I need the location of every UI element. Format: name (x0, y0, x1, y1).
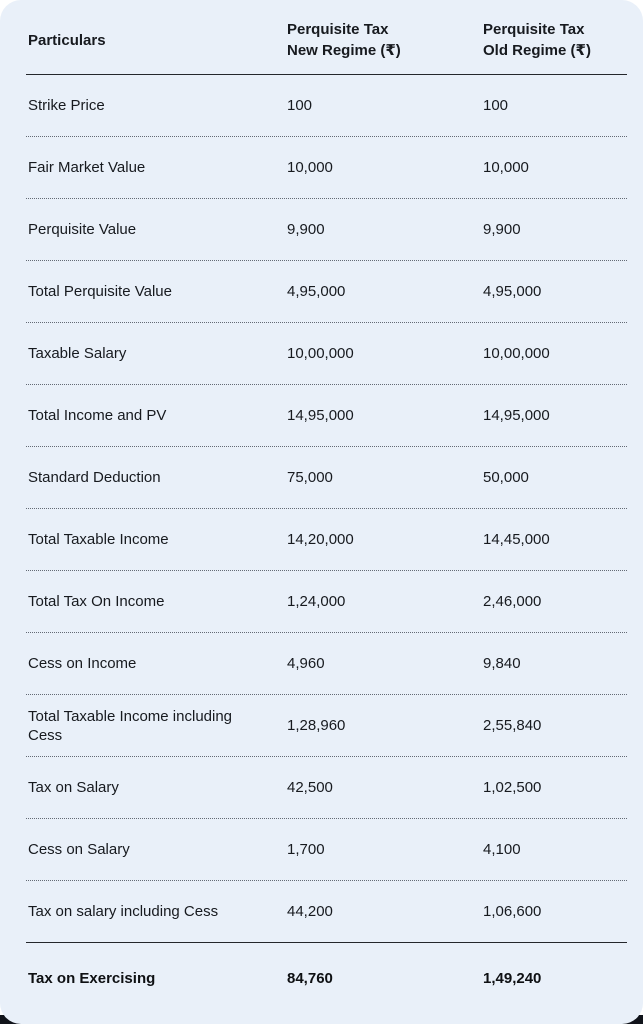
row-value-old-regime: 100 (483, 97, 509, 114)
row-value-new-regime: 4,960 (287, 655, 325, 672)
row-label: Total Tax On Income (28, 593, 165, 610)
header-old-regime-line1: Perquisite Tax (483, 21, 585, 38)
row-label: Tax on Salary (28, 779, 119, 796)
row-label: Perquisite Value (28, 221, 137, 238)
table-row (26, 75, 627, 137)
row-label: Standard Deduction (28, 469, 161, 486)
row-value-old-regime: 9,840 (483, 655, 521, 672)
row-value-old-regime: 1,02,500 (483, 779, 542, 796)
row-value-new-regime: 10,000 (287, 159, 333, 176)
row-value-new-regime: 1,28,960 (287, 717, 346, 734)
row-value-old-regime: 10,000 (483, 159, 529, 176)
row-value-new-regime: 14,95,000 (287, 407, 354, 424)
row-value-old-regime: 2,46,000 (483, 593, 542, 610)
row-value-new-regime: 1,24,000 (287, 593, 346, 610)
table-row (26, 633, 627, 695)
row-label: Strike Price (28, 97, 105, 114)
row-label: Cess on Salary (28, 841, 130, 858)
row-value-old-regime: 4,95,000 (483, 283, 542, 300)
row-label: Total Perquisite Value (28, 283, 172, 300)
row-value-new-regime: 100 (287, 97, 313, 114)
header-particulars: Particulars (28, 31, 106, 49)
row-value-new-regime: 44,200 (287, 903, 333, 920)
table-row (26, 943, 627, 1021)
table-row (26, 571, 627, 633)
row-label: Cess on Income (28, 655, 137, 672)
table-row (26, 137, 627, 199)
row-value-new-regime: 84,760 (287, 969, 333, 987)
row-label: Tax on Exercising (28, 969, 156, 987)
header-old-regime-line2: Old Regime (₹) (483, 42, 591, 59)
row-value-old-regime: 1,49,240 (483, 969, 542, 987)
table-row (26, 261, 627, 323)
row-label: Total Taxable Income including Cess (28, 707, 233, 744)
row-value-new-regime: 1,700 (287, 841, 325, 858)
row-value-new-regime: 9,900 (287, 221, 325, 238)
row-value-new-regime: 75,000 (287, 469, 333, 486)
row-value-old-regime: 9,900 (483, 221, 521, 238)
table-row (26, 385, 627, 447)
row-value-old-regime: 2,55,840 (483, 717, 542, 734)
table-row (26, 881, 627, 943)
row-value-old-regime: 14,95,000 (483, 407, 550, 424)
table-row (26, 323, 627, 385)
header-new-regime-line2: New Regime (₹) (287, 42, 401, 59)
row-label: Total Taxable Income (28, 531, 169, 548)
table-row (26, 695, 627, 757)
header-new-regime (287, 19, 483, 61)
header-new-regime-line1: Perquisite Tax (287, 21, 389, 38)
table-row (26, 509, 627, 571)
row-value-new-regime: 42,500 (287, 779, 333, 796)
row-value-old-regime: 50,000 (483, 469, 529, 486)
row-value-old-regime: 4,100 (483, 841, 521, 858)
row-label: Total Income and PV (28, 407, 167, 424)
table-row (26, 757, 627, 819)
table-row (26, 199, 627, 261)
table-row (26, 447, 627, 509)
table-rows (26, 75, 627, 1021)
row-value-new-regime: 10,00,000 (287, 345, 354, 362)
row-label: Tax on salary including Cess (28, 903, 219, 920)
row-label: Fair Market Value (28, 159, 146, 176)
table-header (26, 0, 627, 75)
row-value-old-regime: 1,06,600 (483, 903, 542, 920)
header-old-regime (483, 19, 627, 61)
table-row (26, 819, 627, 881)
row-value-new-regime: 4,95,000 (287, 283, 346, 300)
row-value-old-regime: 10,00,000 (483, 345, 550, 362)
row-label: Taxable Salary (28, 345, 127, 362)
row-value-old-regime: 14,45,000 (483, 531, 550, 548)
row-value-new-regime: 14,20,000 (287, 531, 354, 548)
